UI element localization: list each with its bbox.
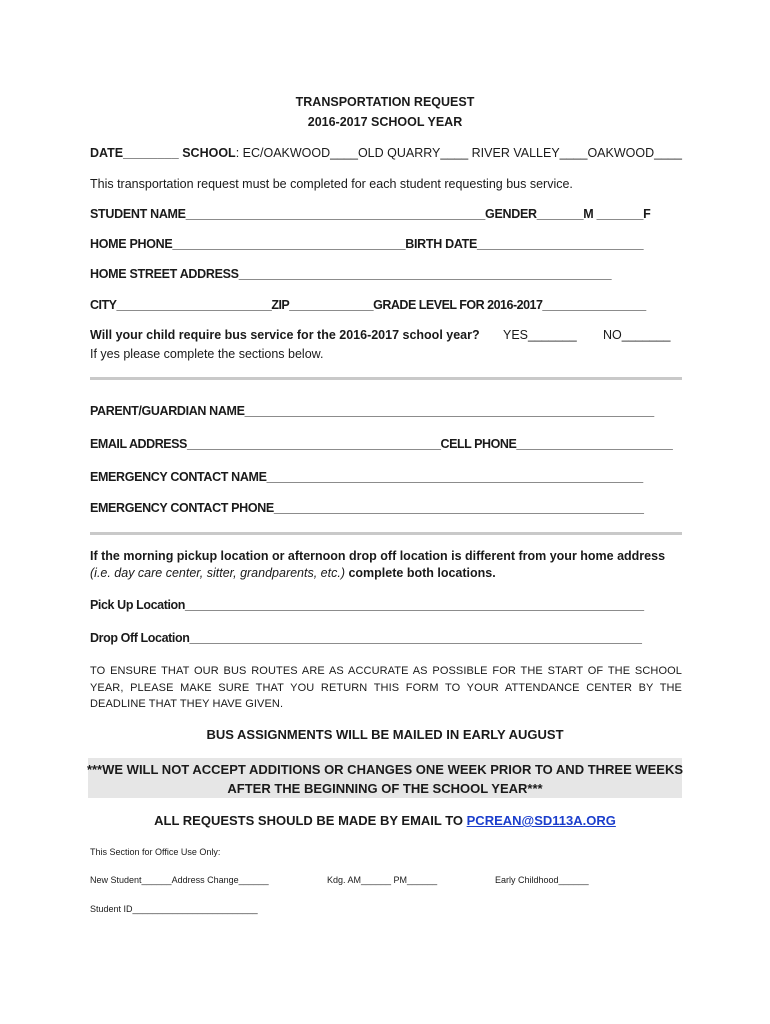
early-childhood-field[interactable]: Early Childhood______ bbox=[495, 875, 589, 885]
email-cell-field[interactable]: EMAIL ADDRESS_______________________________________CELL PHONE________________________ bbox=[90, 437, 673, 451]
dropoff-location-field[interactable]: Drop Off Location_____________________________________________________________________ bbox=[90, 631, 642, 645]
deadline-notice: TO ENSURE THAT OUR BUS ROUTES ARE AS ACCURATE AS POSSIBLE FOR THE START OF THE SCHOOL YEAR, PLEASE MAKE SURE THAT YOU RETURN THIS FORM TO YOUR ATTENDANCE CENTER BY THE DEADLINE THAT THEY HAVE GIVEN. bbox=[90, 665, 682, 710]
new-student-field[interactable]: New Student______Address Change______ bbox=[90, 875, 269, 885]
city-zip-grade-field[interactable]: CITY________________________ZIP_____________GRADE LEVEL FOR 2016-2017________________ bbox=[90, 298, 646, 312]
emergency-phone-field[interactable]: EMERGENCY CONTACT PHONE________________________________________________________ bbox=[90, 501, 644, 515]
email-instruction: ALL REQUESTS SHOULD BE MADE BY EMAIL TO PCREAN@SD113A.ORG bbox=[154, 813, 616, 828]
student-id-field[interactable]: Student ID_________________________ bbox=[90, 904, 258, 914]
school-options[interactable]: : EC/OAKWOOD____OLD QUARRY____ RIVER VALLEY____OAKWOOD____ bbox=[235, 146, 682, 160]
form-title: TRANSPORTATION REQUEST bbox=[295, 95, 475, 109]
bus-no-field[interactable]: NO_______ bbox=[603, 328, 671, 342]
section-divider bbox=[90, 377, 682, 380]
bus-service-question: Will your child require bus service for the 2016-2017 school year? bbox=[90, 328, 480, 342]
warning-line-2: AFTER THE BEGINNING OF THE SCHOOL YEAR*** bbox=[227, 781, 543, 796]
section-divider bbox=[90, 532, 682, 535]
student-name-field[interactable]: STUDENT NAME_____________________________________________GENDER_______M _______F bbox=[90, 207, 651, 221]
bus-followup-text: If yes please complete the sections below. bbox=[90, 347, 324, 361]
pickup-location-field[interactable]: Pick Up Location______________________________________________________________________ bbox=[90, 598, 644, 612]
intro-text: This transportation request must be completed for each student requesting bus service. bbox=[90, 177, 573, 191]
form-school-year: 2016-2017 SCHOOL YEAR bbox=[307, 115, 463, 129]
date-school-row bbox=[90, 146, 682, 160]
email-link[interactable]: PCREAN@SD113A.ORG bbox=[466, 813, 616, 828]
parent-name-field[interactable]: PARENT/GUARDIAN NAME______________________________________________________________ bbox=[90, 404, 654, 418]
home-phone-field[interactable]: HOME PHONE___________________________________BIRTH DATE_________________________ bbox=[90, 237, 644, 251]
emergency-name-field[interactable]: EMERGENCY CONTACT NAME_________________________________________________________ bbox=[90, 470, 643, 484]
warning-line-1: ***WE WILL NOT ACCEPT ADDITIONS OR CHANGES ONE WEEK PRIOR TO AND THREE WEEKS bbox=[86, 762, 684, 777]
office-use-heading: This Section for Office Use Only: bbox=[90, 847, 221, 857]
kdg-field[interactable]: Kdg. AM______ PM______ bbox=[327, 875, 438, 885]
date-field[interactable]: DATE________ bbox=[90, 146, 179, 160]
school-label: SCHOOL bbox=[182, 146, 236, 160]
alt-location-instructions: If the morning pickup location or afternoon drop off location is different from your home address (i.e. day care center, sitter, grandparents, etc.) complete both locations. bbox=[90, 549, 666, 580]
bus-yes-field[interactable]: YES_______ bbox=[503, 328, 577, 342]
home-address-field[interactable]: HOME STREET ADDRESS________________________________________________________ bbox=[90, 267, 612, 281]
mailing-notice: BUS ASSIGNMENTS WILL BE MAILED IN EARLY AUGUST bbox=[206, 727, 564, 742]
